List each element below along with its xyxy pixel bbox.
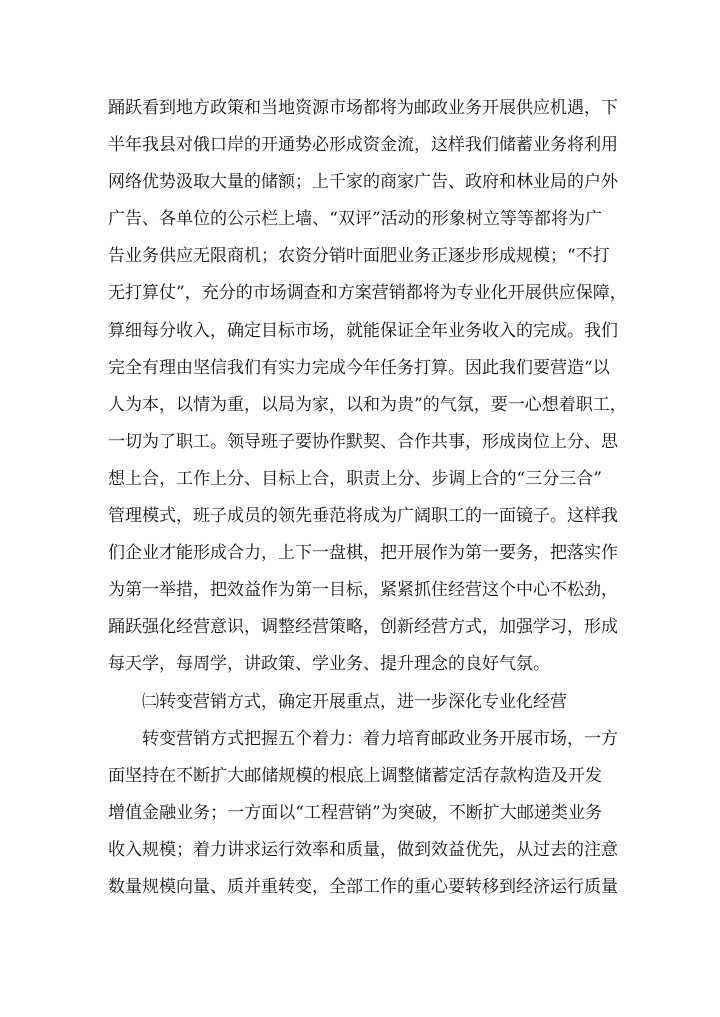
text-line: 管理模式，班子成员的领先垂范将成为广阔职工的一面镜子。这样我 [108,506,618,527]
text-line: 人为本，以情为重，以局为家，以和为贵”的气氛，要一心想着职工， [108,394,627,415]
text-line: 每天学，每周学，讲政策、学业务、提升理念的良好气氛。 [108,654,550,675]
text-line: 们企业才能形成合力，上下一盘棋，把开展作为第一要务，把落实作 [108,543,618,564]
text-line: 转变营销方式把握五个着力：着力培育邮政业务开展市场，一方 [142,728,618,749]
text-line: 一切为了职工。领导班子要协作默契、合作共事，形成岗位上分、思 [108,431,618,452]
text-line: 网络优势汲取大量的储额；上千家的商家广告、政府和林业局的户外 [108,172,618,193]
text-line: 踊跃强化经营意识，调整经营策略，创新经营方式，加强学习，形成 [108,617,618,638]
body-text [108,90,627,906]
text-line: 完全有理由坚信我们有实力完成今年任务打算。因此我们要营造“以 [108,357,610,378]
text-line: 告业务供应无限商机；农资分销叶面肥业务正逐步形成规模；“不打 [108,246,610,267]
text-line: 增值金融业务；一方面以“工程营销”为突破，不断扩大邮递类业务 [108,802,602,823]
text-line: 收入规模；着力讲求运行效率和质量，做到效益优先，从过去的注意 [108,839,618,860]
text-line: 数量规模向量、质并重转变，全部工作的重心要转移到经济运行质量 [108,876,618,897]
text-line: 面坚持在不断扩大邮储规模的根底上调整储蓄定活存款构造及开发 [108,765,602,786]
text-line: 算细每分收入，确定目标市场，就能保证全年业务收入的完成。我们 [108,320,618,341]
text-line: 想上合，工作上分、目标上合，职责上分、步调上合的“三分三合” [108,468,602,489]
text-line: 为第一举措，把效益作为第一目标，紧紧抓住经营这个中心不松劲， [108,580,618,601]
text-line: 无打算仗”，充分的市场调查和方案营销都将为专业化开展供应保障， [108,283,627,304]
text-line: 广告、各单位的公示栏上墙、“双评”活动的形象树立等等都将为广 [108,209,602,230]
section-heading: ㈡转变营销方式，确定开展重点，进一步深化专业化经营 [142,691,567,712]
text-line: 踊跃看到地方政策和当地资源市场都将为邮政业务开展供应机遇，下 [108,98,618,118]
text-line: 半年我县对俄口岸的开通势必形成资金流，这样我们储蓄业务将利用 [108,135,618,156]
